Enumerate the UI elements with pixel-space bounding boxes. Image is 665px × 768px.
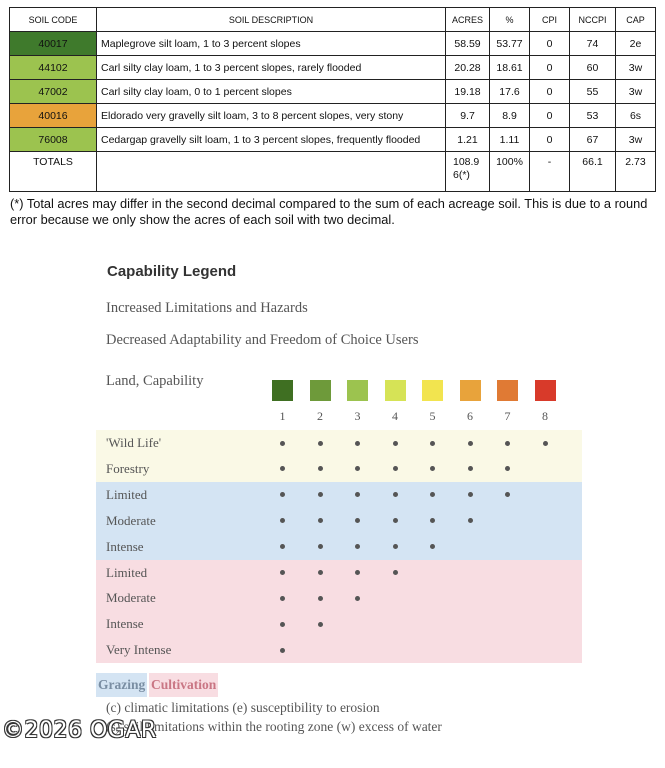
capability-dot (355, 518, 360, 523)
header-percent: % (490, 8, 530, 32)
class-6-number: 6 (467, 409, 473, 423)
acres-cell: 1.21 (446, 128, 490, 152)
capability-dot (393, 544, 398, 549)
capability-dot (318, 441, 323, 446)
percent-cell: 17.6 (490, 80, 530, 104)
acres-cell: 58.59 (446, 32, 490, 56)
capability-dot (280, 596, 285, 601)
nccpi-cell: 60 (570, 56, 616, 80)
capability-dot (280, 648, 285, 653)
cultivation-row (96, 637, 582, 663)
soil-description-cell: Maplegrove silt loam, 1 to 3 percent slopes (97, 32, 446, 56)
capability-dot (280, 518, 285, 523)
class-1-number: 1 (279, 409, 286, 423)
header-cpi: CPI (530, 8, 570, 32)
soil-code-cell: 76008 (10, 128, 97, 152)
capability-dot (280, 441, 285, 446)
capability-dot (280, 492, 285, 497)
nccpi-cell: 74 (570, 32, 616, 56)
legend-note-climatic: (c) climatic limitations (e) susceptibility to erosion (106, 700, 380, 715)
wildlife-row (96, 430, 582, 456)
nccpi-cell: 55 (570, 80, 616, 104)
capability-dot (318, 492, 323, 497)
grazing-key: Grazing (96, 673, 147, 697)
class-8-number: 8 (542, 409, 548, 423)
capability-dot (468, 492, 473, 497)
capability-dot (505, 466, 510, 471)
capability-dot (505, 492, 510, 497)
nccpi-cell: 67 (570, 128, 616, 152)
capability-dot (430, 492, 435, 497)
capability-dot (355, 492, 360, 497)
capability-dot (468, 441, 473, 446)
capability-dot (393, 466, 398, 471)
capability-dot (280, 570, 285, 575)
table-row (10, 104, 656, 128)
acres-cell: 9.7 (446, 104, 490, 128)
increased-limitations-text: Increased Limitations and Hazards (106, 300, 308, 316)
capability-dot (393, 518, 398, 523)
table-row (10, 56, 656, 80)
row-label: Limited (106, 564, 148, 580)
capability-dot (393, 441, 398, 446)
capability-dot (430, 518, 435, 523)
class-1-swatch (272, 380, 293, 401)
class-7-swatch (497, 380, 518, 401)
cpi-cell: 0 (530, 56, 570, 80)
capability-dot (393, 492, 398, 497)
totals-empty-cell (97, 152, 446, 192)
class-8-swatch (535, 380, 556, 401)
cap-cell: 3w (616, 56, 656, 80)
capability-legend (96, 240, 582, 740)
cap-cell: 2e (616, 32, 656, 56)
soil-description-cell: Cedargap gravelly silt loam, 1 to 3 percent slopes, frequently flooded (97, 128, 446, 152)
land-capability-label: Land, Capability (106, 373, 204, 389)
cultivation-row (96, 560, 582, 586)
row-label: Moderate (106, 590, 156, 606)
soil-description-cell: Carl silty clay loam, 1 to 3 percent slopes, rarely flooded (97, 56, 446, 80)
row-label: Forestry (106, 460, 150, 476)
table-header-row (10, 8, 656, 32)
header-nccpi: NCCPI (570, 8, 616, 32)
capability-dot (355, 466, 360, 471)
cap-cell: 3w (616, 80, 656, 104)
grazing-row (96, 482, 582, 508)
cultivation-key: Cultivation (149, 673, 218, 697)
soil-code-cell: 40016 (10, 104, 97, 128)
row-label: Intense (106, 616, 144, 632)
grazing-row (96, 534, 582, 560)
capability-dot (468, 518, 473, 523)
cpi-cell: 0 (530, 104, 570, 128)
table-row (10, 32, 656, 56)
capability-dot (393, 570, 398, 575)
nccpi-cell: 53 (570, 104, 616, 128)
capability-dot (468, 466, 473, 471)
header-cap: CAP (616, 8, 656, 32)
row-label: Very Intense (106, 642, 172, 658)
class-4-swatch (385, 380, 406, 401)
class-2-swatch (310, 380, 331, 401)
cpi-cell: 0 (530, 128, 570, 152)
legend-note-soil: (s) soil limitations within the rooting zone (w) excess of water (106, 719, 442, 734)
percent-cell: 18.61 (490, 56, 530, 80)
grazing-row (96, 508, 582, 534)
totals-nccpi: 66.1 (570, 152, 616, 192)
capability-dot (430, 544, 435, 549)
header-soil-description: SOIL DESCRIPTION (97, 8, 446, 32)
class-3-swatch (347, 380, 368, 401)
totals-label: TOTALS (10, 152, 97, 192)
capability-dot (355, 544, 360, 549)
totals-row (10, 152, 656, 192)
cultivation-row (96, 585, 582, 611)
capability-dot (318, 570, 323, 575)
acres-cell: 19.18 (446, 80, 490, 104)
row-label: Intense (106, 538, 144, 554)
percent-cell: 53.77 (490, 32, 530, 56)
cpi-cell: 0 (530, 80, 570, 104)
acres-cell: 20.28 (446, 56, 490, 80)
class-5-number: 5 (429, 409, 436, 423)
copyright-watermark: ©2026 OGAR (2, 718, 157, 743)
row-label: 'Wild Life' (106, 435, 162, 450)
soil-table (9, 7, 656, 192)
capability-dot (430, 441, 435, 446)
capability-dot (543, 441, 548, 446)
capability-dot (280, 544, 285, 549)
capability-dot (280, 622, 285, 627)
percent-cell: 8.9 (490, 104, 530, 128)
capability-dot (318, 518, 323, 523)
capability-dot (505, 441, 510, 446)
class-4-number: 4 (392, 409, 398, 423)
capability-dot (318, 596, 323, 601)
class-6-swatch (460, 380, 481, 401)
percent-cell: 1.11 (490, 128, 530, 152)
totals-cpi: - (530, 152, 570, 192)
class-3-number: 3 (354, 409, 361, 423)
table-row (10, 80, 656, 104)
decreased-adaptability-text: Decreased Adaptability and Freedom of Choice Users (106, 332, 419, 348)
totals-acres: 108.96(*) (446, 152, 490, 192)
cpi-cell: 0 (530, 32, 570, 56)
class-2-number: 2 (317, 409, 323, 423)
capability-dot (318, 544, 323, 549)
class-7-number: 7 (504, 409, 511, 423)
capability-dot (355, 570, 360, 575)
header-soil-code: SOIL CODE (10, 8, 97, 32)
soil-code-cell: 44102 (10, 56, 97, 80)
cap-cell: 3w (616, 128, 656, 152)
row-label: Limited (106, 486, 148, 502)
header-acres: ACRES (446, 8, 490, 32)
cap-cell: 6s (616, 104, 656, 128)
acreage-footnote: (*) Total acres may differ in the second decimal compared to the sum of each acreage soil. This is due to a round error because we only show the acres of each soil with two decimal. (10, 196, 648, 227)
soil-description-cell: Eldorado very gravelly silt loam, 3 to 8 percent slopes, very stony (97, 104, 446, 128)
soil-code-cell: 40017 (10, 32, 97, 56)
capability-dot (355, 596, 360, 601)
capability-dot (280, 466, 285, 471)
totals-cap: 2.73 (616, 152, 656, 192)
class-5-swatch (422, 380, 443, 401)
legend-title: Capability Legend (107, 263, 237, 280)
soil-code-cell: 47002 (10, 80, 97, 104)
capability-dot (430, 466, 435, 471)
totals-percent: 100% (490, 152, 530, 192)
row-label: Moderate (106, 512, 156, 528)
cultivation-row (96, 611, 582, 637)
capability-dot (355, 441, 360, 446)
capability-dot (318, 622, 323, 627)
table-row (10, 128, 656, 152)
capability-dot (318, 466, 323, 471)
wildlife-row (96, 456, 582, 482)
soil-description-cell: Carl silty clay loam, 0 to 1 percent slopes (97, 80, 446, 104)
